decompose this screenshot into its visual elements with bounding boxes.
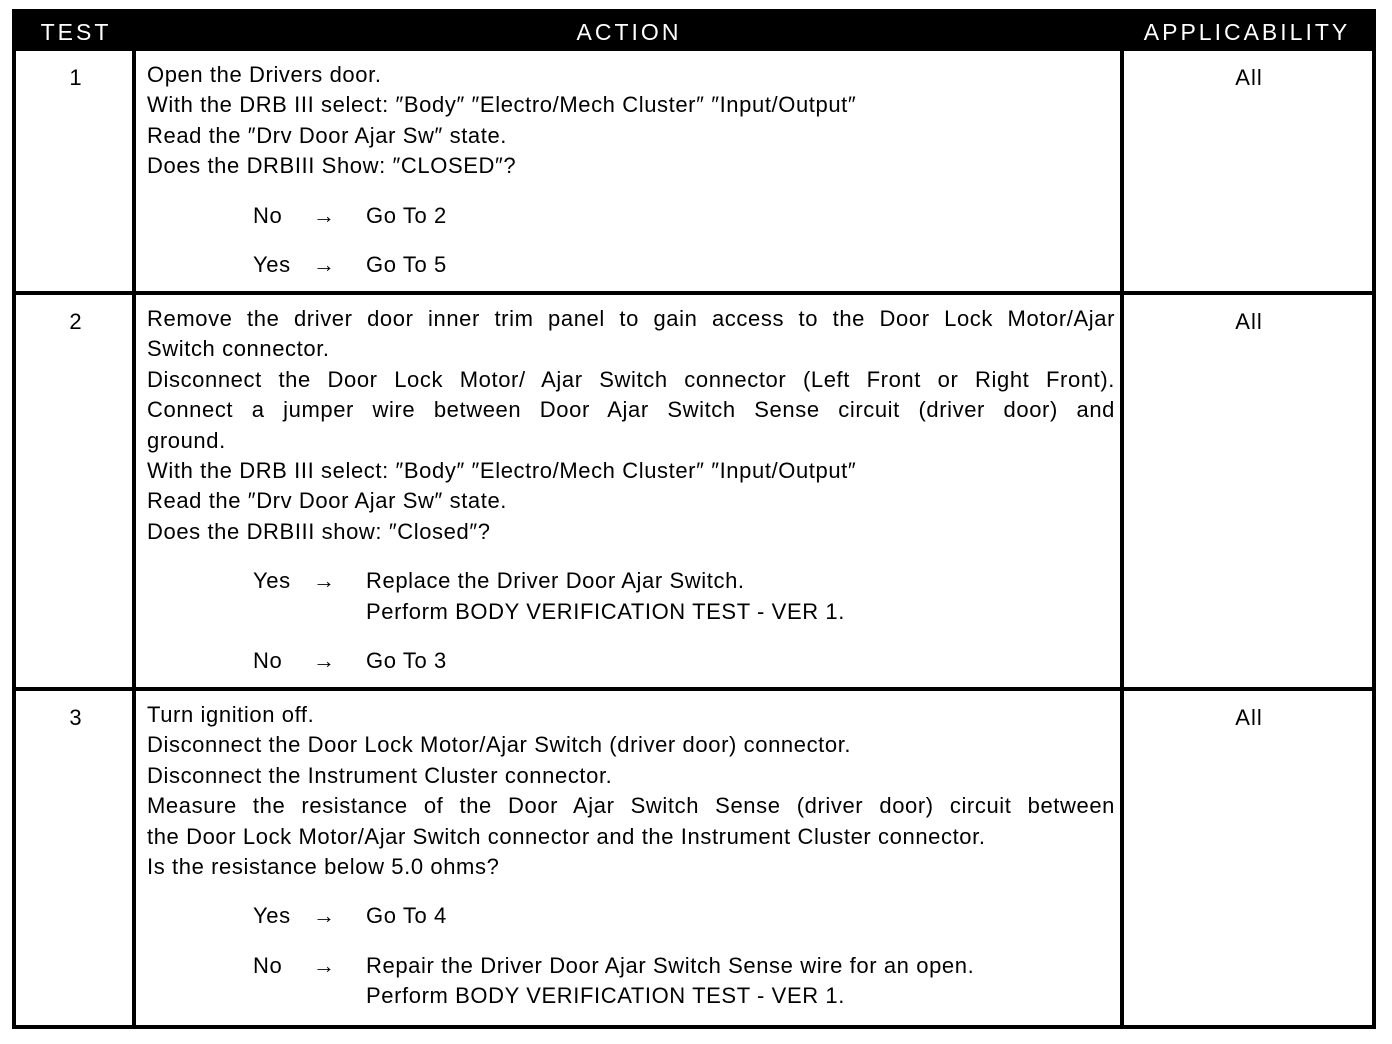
action-line: Read the ″Drv Door Ajar Sw″ state. bbox=[147, 122, 508, 148]
result-branch bbox=[147, 646, 1115, 676]
result-action: Repair the Driver Door Ajar Switch Sense wire for an open. bbox=[366, 952, 975, 978]
arrow-icon: → bbox=[313, 202, 336, 228]
action-line: the Door Lock Motor/Ajar Switch connector and the Instrument Cluster connector. bbox=[147, 823, 986, 849]
row-divider bbox=[16, 291, 1372, 295]
action-line: Disconnect the Door Lock Motor/ Ajar Switch connector (Left Front or Right Front). bbox=[147, 366, 1115, 392]
result-branch bbox=[147, 201, 1115, 231]
result-action: Go To 5 bbox=[366, 252, 447, 278]
action-text bbox=[147, 700, 1115, 1012]
result-branch bbox=[147, 901, 1115, 931]
result-action: Go To 3 bbox=[366, 648, 447, 674]
action-line: Disconnect the Door Lock Motor/Ajar Switch (driver door) connector. bbox=[147, 732, 852, 758]
row-divider bbox=[16, 687, 1372, 691]
result-action: Go To 4 bbox=[366, 903, 447, 929]
test-number: 1 bbox=[69, 65, 83, 90]
column-divider bbox=[132, 51, 136, 1025]
result-label: No bbox=[253, 952, 283, 978]
action-text bbox=[147, 60, 1115, 280]
action-line: Disconnect the Instrument Cluster connector. bbox=[147, 762, 613, 788]
action-line: Measure the resistance of the Door Ajar Switch Sense (driver door) circuit between bbox=[147, 793, 1115, 819]
action-line: Turn ignition off. bbox=[147, 702, 315, 727]
result-action: Go To 2 bbox=[366, 202, 447, 228]
action-line: With the DRB III select: ″Body″ ″Electro/Mech Cluster″ ″Input/Output″ bbox=[147, 92, 857, 118]
action-line: Does the DRBIII Show: ″CLOSED″? bbox=[147, 153, 517, 179]
action-text bbox=[147, 304, 1115, 676]
action-line: Is the resistance below 5.0 ohms? bbox=[147, 854, 500, 880]
result-branch bbox=[147, 250, 1115, 280]
header-test: TEST bbox=[40, 19, 112, 45]
arrow-icon: → bbox=[313, 903, 336, 929]
result-label: Yes bbox=[253, 252, 291, 278]
action-line: Open the Drivers door. bbox=[147, 62, 382, 87]
result-action: Perform BODY VERIFICATION TEST - VER 1. bbox=[366, 598, 845, 624]
header-action: ACTION bbox=[576, 19, 682, 45]
test-procedure-table bbox=[12, 9, 1376, 1029]
test-number: 3 bbox=[69, 705, 83, 730]
test-number: 2 bbox=[69, 309, 83, 334]
header-applicability: APPLICABILITY bbox=[1143, 19, 1351, 45]
result-action: Perform BODY VERIFICATION TEST - VER 1. bbox=[366, 983, 845, 1009]
result-label: Yes bbox=[253, 903, 291, 929]
applicability: All bbox=[1235, 309, 1263, 334]
applicability: All bbox=[1235, 705, 1263, 730]
action-line: With the DRB III select: ″Body″ ″Electro/Mech Cluster″ ″Input/Output″ bbox=[147, 458, 857, 484]
result-label: No bbox=[253, 202, 283, 228]
result-label: Yes bbox=[253, 568, 291, 594]
arrow-icon: → bbox=[313, 568, 336, 594]
action-line: Connect a jumper wire between Door Ajar Switch Sense circuit (driver door) and bbox=[147, 397, 1115, 423]
action-line: Read the ″Drv Door Ajar Sw″ state. bbox=[147, 488, 508, 514]
result-branch bbox=[147, 951, 1115, 1012]
result-action: Replace the Driver Door Ajar Switch. bbox=[366, 568, 745, 594]
applicability: All bbox=[1235, 65, 1263, 90]
result-branch bbox=[147, 566, 1115, 627]
action-line: ground. bbox=[147, 427, 226, 453]
action-line: Does the DRBIII show: ″Closed″? bbox=[147, 518, 491, 544]
column-divider bbox=[1120, 51, 1124, 1025]
table-header bbox=[16, 13, 1372, 51]
arrow-icon: → bbox=[313, 952, 336, 978]
result-label: No bbox=[253, 648, 283, 674]
arrow-icon: → bbox=[313, 252, 336, 278]
action-line: Remove the driver door inner trim panel to gain access to the Door Lock Motor/Ajar bbox=[147, 306, 1115, 331]
action-line: Switch connector. bbox=[147, 336, 330, 362]
arrow-icon: → bbox=[313, 648, 336, 674]
